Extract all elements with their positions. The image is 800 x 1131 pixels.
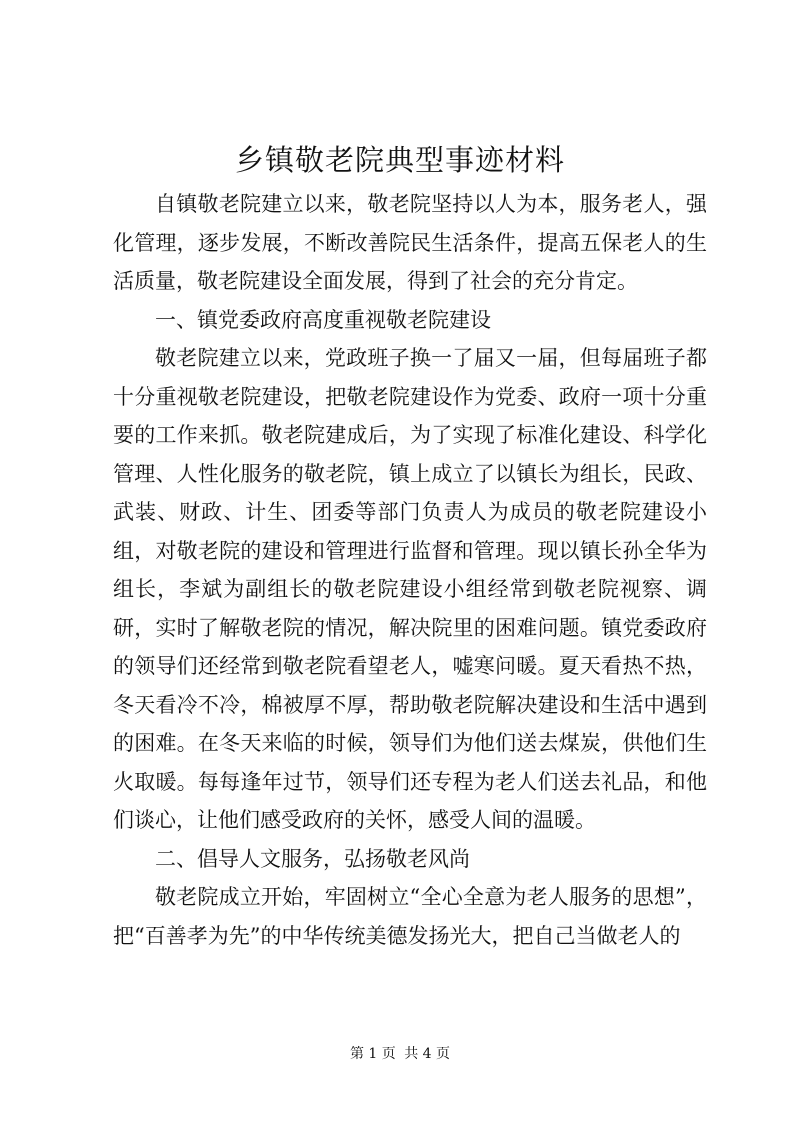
page-total: 共 4 页: [404, 1046, 451, 1062]
page-number: 第 1 页: [349, 1046, 396, 1062]
document-body: [113, 185, 707, 955]
section-2-paragraph: 敬老院成立开始，牢固树立“全心全意为老人服务的思想”，把“百善孝为先”的中华传统美德发扬光大，把自己当做老人的: [113, 885, 707, 948]
page-footer: [0, 1044, 800, 1064]
section-heading-1: 一、镇党委政府高度重视敬老院建设: [155, 307, 491, 332]
document-title: 乡镇敬老院典型事迹材料: [234, 143, 565, 177]
section-heading-2: 二、倡导人文服务，弘扬敬老风尚: [155, 846, 470, 871]
section-1-paragraph: 敬老院建立以来，党政班子换一了届又一届，但每届班子都十分重视敬老院建设，把敬老院建设作为党委、政府一项十分重要的工作来抓。敬老院建成后，为了实现了标准化建设、科学化管理、人性化服务的敬老院，镇上成立了以镇长为组长，民政、武装、财政、计生、团委等部门负责人为成员的敬老院建设小组，对敬老院的建设和管理进行监督和管理。现以镇长孙全华为组长，李斌为副组长的敬老院建设小组经常到敬老院视察、调研，实时了解敬老院的情况，解决院里的困难问题。镇党委政府的领导们还经常到敬老院看望老人，嘘寒问暖。夏天看热不热，冬天看冷不冷，棉被厚不厚，帮助敬老院解决建设和生活中遇到的困难。在冬天来临的时候，领导们为他们送去煤炭，供他们生火取暖。每每逢年过节，领导们还专程为老人们送去礼品，和他们谈心，让他们感受政府的关怀，感受人间的温暖。: [113, 346, 707, 832]
intro-paragraph: 自镇敬老院建立以来，敬老院坚持以人为本，服务老人，强化管理，逐步发展，不断改善院民生活条件，提高五保老人的生活质量，敬老院建设全面发展，得到了社会的充分肯定。: [113, 192, 707, 293]
